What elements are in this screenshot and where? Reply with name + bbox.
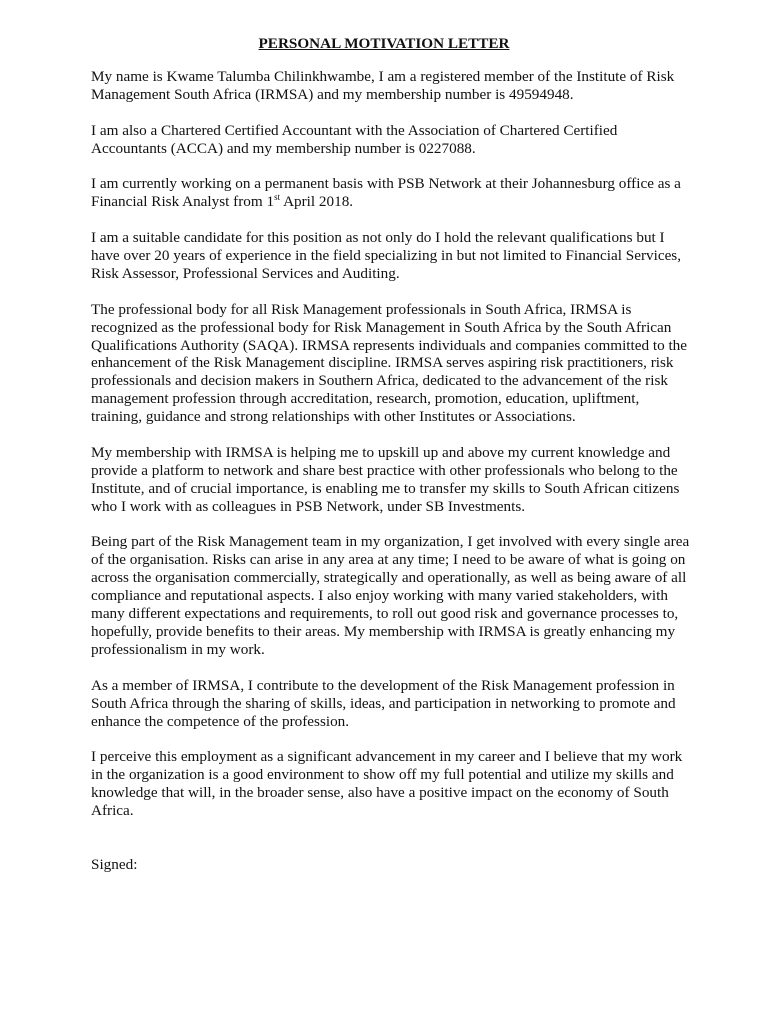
letter-title: PERSONAL MOTIVATION LETTER <box>258 35 510 52</box>
paragraph-risk-team-role: Being part of the Risk Management team in my organization, I get involved with every single area of the organisation. Risks can arise in any area at any time; I need to be aware of what is going on across the organisation commercially, strategically and operationally, as well as being aware of all compliance and reputational aspects. I also enjoy working with many varied stakeholders, with many different expectations and requirements, to roll out good risk and governance processes to, hopefully, provide benefits to their areas. My membership with IRMSA is greatly enhancing my professionalism in my work. <box>91 533 690 658</box>
signed-label: Signed: <box>91 855 138 873</box>
employment-text-before: I am currently working on a permanent basis with PSB Network at their Johannesburg office as a Financial Risk Analyst from 1 <box>91 175 681 211</box>
employment-text-after: April 2018. <box>280 193 354 211</box>
letter-body <box>91 68 691 892</box>
paragraph-introduction: My name is Kwame Talumba Chilinkhwambe, I am a registered member of the Institute of Risk Management South Africa (IRMSA) and my membership number is 49594948. <box>91 68 675 103</box>
paragraph-contribution: As a member of IRMSA, I contribute to the development of the Risk Management profession in South Africa through the sharing of skills, ideas, and participation in networking to promote and enhance the competence of the profession. <box>91 676 676 730</box>
date-ordinal-superscript: st <box>274 192 281 203</box>
paragraph-membership-benefits: My membership with IRMSA is helping me to upskill up and above my current knowledge and provide a platform to network and share best practice with other professionals who belong to the Institute, and of crucial importance, is enabling me to transfer my skills to South African citizens who I work with as colleagues in PSB Network, under SB Investments. <box>91 443 680 515</box>
paragraph-irmsa-description: The professional body for all Risk Management professionals in South Africa, IRMSA is recognized as the professional body for Risk Management in South Africa by the South African Qualifications Authority (SAQA). IRMSA represents individuals and companies committed to the enhancement of the Risk Management discipline. IRMSA serves aspiring risk practitioners, risk professionals and decision makers in Southern Africa, dedicated to the advancement of the risk management profession through accreditation, research, promotion, education, upliftment, training, guidance and strong relationships with other Institutes or Associations. <box>91 300 688 426</box>
paragraph-qualifications: I am a suitable candidate for this position as not only do I hold the relevant qualifications but I have over 20 years of experience in the field specializing in but not limited to Financial Services, Risk Assessor, Professional Services and Auditing. <box>91 229 682 282</box>
paragraph-current-employment <box>91 175 691 211</box>
paragraph-career-advancement: I perceive this employment as a significant advancement in my career and I believe that my work in the organization is a good environment to show off my full potential and utilize my skills and knowledge that will, in the broader sense, also have a positive impact on the economy of South Africa. <box>91 748 683 820</box>
paragraph-acca-membership: I am also a Chartered Certified Accountant with the Association of Chartered Certified Accountants (ACCA) and my membership number is 0227088. <box>91 121 618 157</box>
